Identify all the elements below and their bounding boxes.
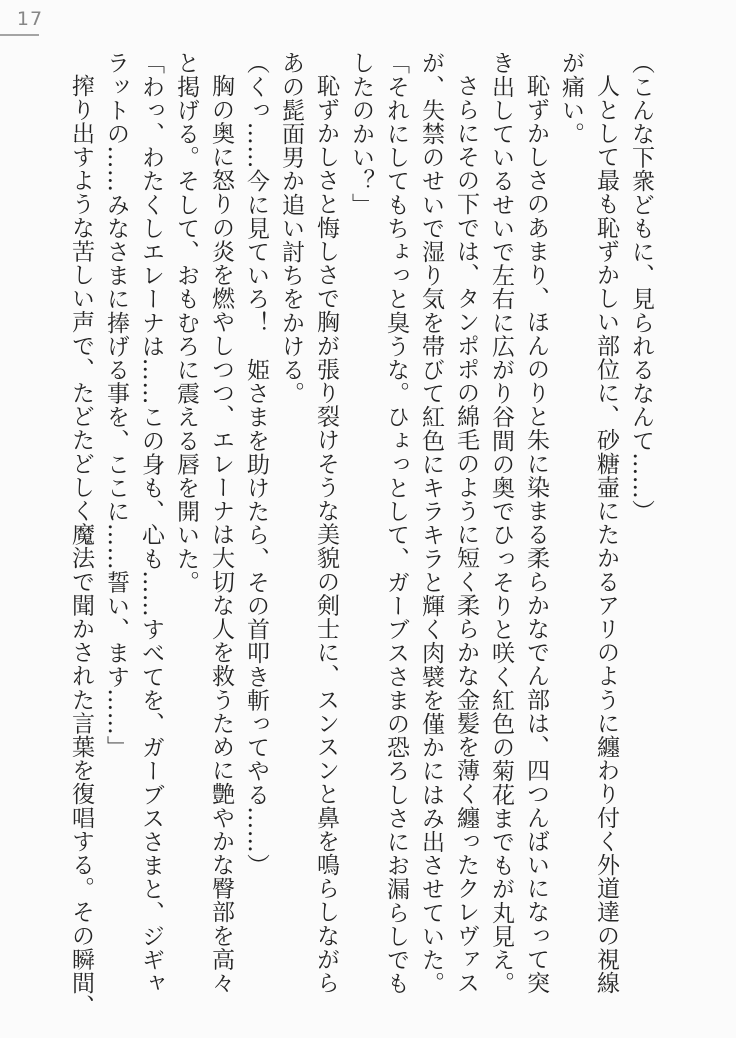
text-line: が痛い。 (558, 51, 584, 146)
text-line: き出しているせいで左右に広がり谷間の奥でひっそりと咲く紅色の菊花までもが丸見え。 (488, 51, 514, 995)
vertical-text-block (63, 51, 658, 1018)
text-line: 恥ずかしさのあまり、ほんのりと朱に染まる柔らかなでん部は、四つんばいになって突 (523, 74, 549, 995)
text-line: さらにその下では、タンポポの綿毛のように短く柔らかな金髪を薄く纏ったクレヴァス (453, 74, 479, 995)
text-line: と掲げる。そして、おもむろに震える唇を開いた。 (173, 51, 199, 594)
text-line: 搾り出すような苦しい声で、たどたどしく魔法で聞かされた言葉を復唱する。その瞬間、 (68, 74, 94, 1018)
page-number (8, 8, 52, 30)
text-line: （くっ……今に見ていろ！ 姫さまを助けたら、その首叩き斬ってやる……） (243, 51, 269, 877)
page-number-text: 17 (16, 8, 44, 30)
text-line: 胸の奥に怒りの炎を燃やしつつ、エレーナは大切な人を救うために艶やかな臀部を高々 (208, 74, 234, 995)
text-line: （こんな下衆どもに、見られるなんて……） (628, 51, 654, 523)
text-line: 恥ずかしさと悔しさで胸が張り裂けそうな美貌の剣士に、スンスンと鼻を鳴らしながら (313, 74, 339, 995)
text-line: 人として最も恥ずかしい部位に、砂糖壷にたかるアリのように纏わり付く外道達の視線 (593, 74, 619, 995)
text-line: 「それにしてもちょっと臭うな。ひょっとして、ガーブスさまの恐ろしさにお漏らしでも (383, 51, 409, 995)
text-line: が、失禁のせいで湿り気を帯びて紅色にキラキラと輝く肉襞を僅かにはみ出させていた。 (418, 51, 444, 995)
text-line: ラットの……みなさまに捧げる事を、ここに……誓い、ます……」 (103, 51, 129, 759)
text-line: 「わっ、わたくしエレーナは……この身も、心も……すべてを、ガーブスさまと、ジギャ (138, 51, 164, 995)
text-line: あの髭面男か追い討ちをかける。 (278, 51, 304, 405)
page-number-underline (0, 34, 39, 36)
text-line: したのかい？」 (348, 51, 374, 217)
